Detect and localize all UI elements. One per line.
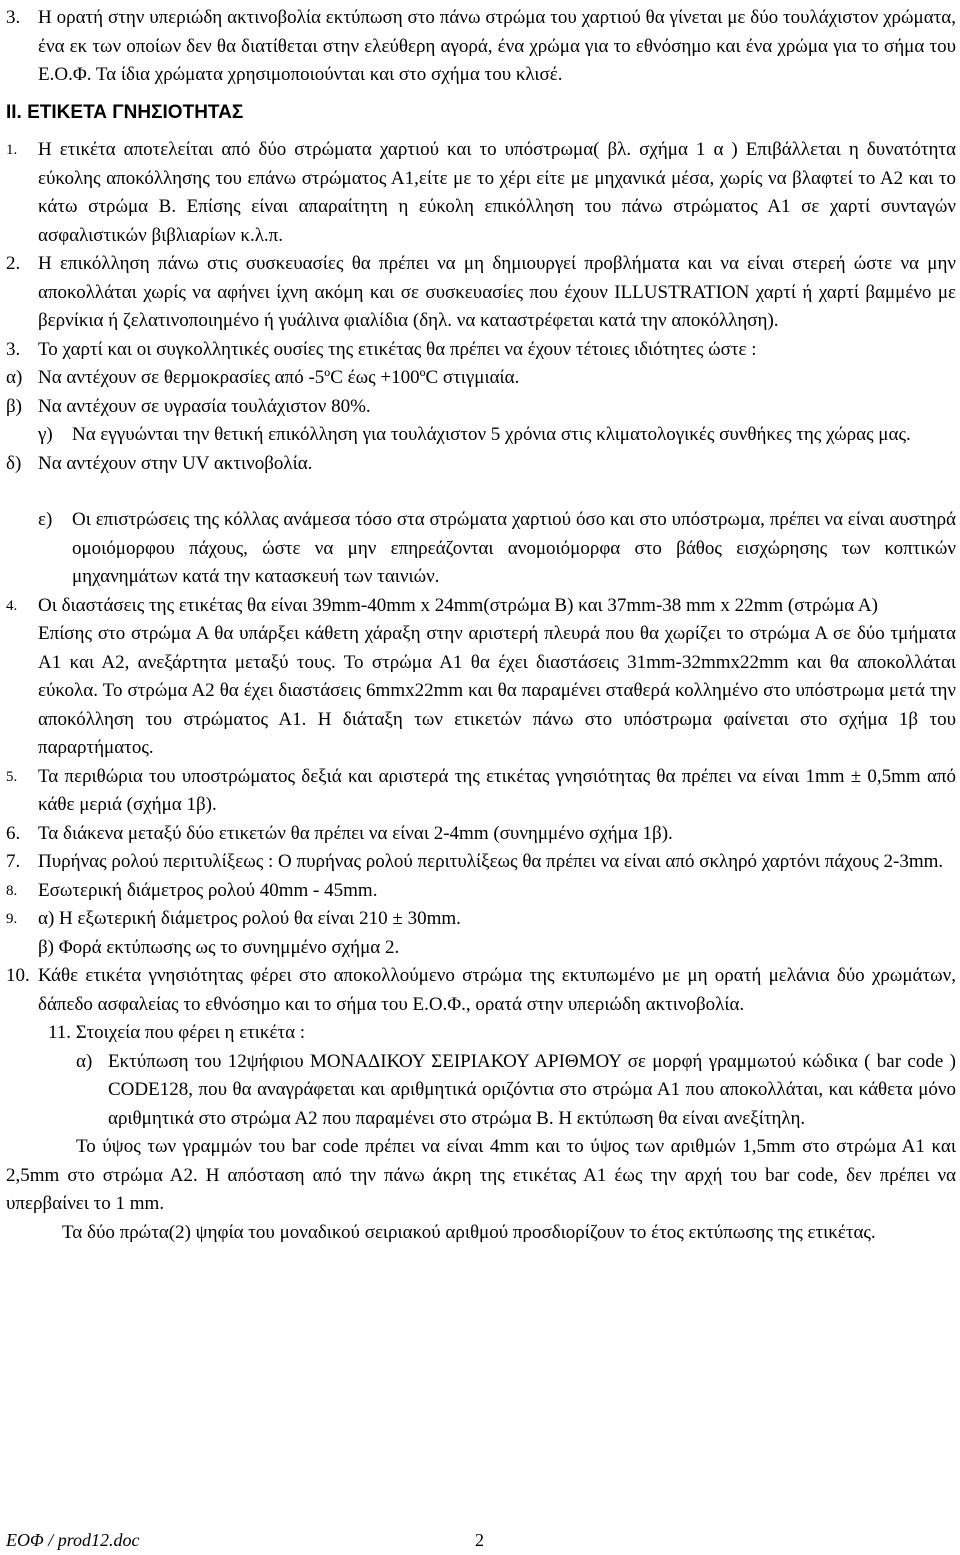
sub-tag: γ) bbox=[38, 424, 53, 445]
sub-text: Οι επιστρώσεις της κόλλας ανάμεσα τόσο στα στρώματα χαρτιού όσο και στο υπόστρωμα, πρέπει να είναι αυστηρά ομοιόμορφου πάχους, ώστε να μην επηρεάζονται ανομοιόμορφα στο βάθος εισχώρησης των κοπτικών μηχανημάτων κατά την κατασκευή των ταινιών. bbox=[72, 509, 956, 587]
item-3-d bbox=[6, 450, 956, 479]
item-8 bbox=[6, 877, 956, 906]
item-number: 8. bbox=[6, 882, 18, 899]
item-4 bbox=[6, 592, 956, 763]
sub-text: Να αντέχουν σε υγρασία τουλάχιστον 80%. bbox=[38, 395, 371, 417]
item-text: Η ετικέτα αποτελείται από δύο στρώματα χαρτιού και το υπόστρωμα( βλ. σχήμα 1 α ) Επιβάλλεται η δυνατότητα εύκολης αποκόλλησης του επάνω στρώματος Α1,είτε με το χέρι είτε με μηχανικά μέσα, χωρίς να βλαφτεί το Α2 και το κάτω στρώμα Β. Επίσης είναι απαραίτητη η εύκολη επικόλληση του πάνω στρώματος Α1 σε χαρτί συνταγών ασφαλιστικών βιβλιαρίων κ.λ.π. bbox=[38, 139, 956, 246]
page-number: 2 bbox=[475, 1530, 484, 1550]
item-text: Τα περιθώρια του υποστρώματος δεξιά και αριστερά της ετικέτας γνησιότητας θα πρέπει να είναι 1mm ± 0,5mm από κάθε μεριά (σχήμα 1β). bbox=[38, 765, 956, 815]
spacer bbox=[6, 478, 956, 506]
sub-tag: α) bbox=[76, 1050, 93, 1072]
item-3-intro bbox=[6, 4, 956, 90]
sub-tag: β) bbox=[6, 395, 22, 417]
item-text: α) Η εξωτερική διάμετρος ρολού θα είναι 210 ± 30mm. bbox=[38, 908, 461, 929]
sub-text: Να αντέχουν σε θερμοκρασίες από -5ºC έως +100ºC στιγμιαία. bbox=[38, 367, 520, 388]
item-11-a bbox=[6, 1048, 956, 1134]
item-number: 3. bbox=[6, 338, 21, 360]
item-3-e bbox=[6, 506, 956, 592]
item-5 bbox=[6, 763, 956, 820]
item-3 bbox=[6, 336, 956, 365]
item-3-c bbox=[6, 421, 956, 450]
item-text: Τα διάκενα μεταξύ δύο ετικετών θα πρέπει να είναι 2-4mm (συνημμένο σχήμα 1β). bbox=[38, 822, 673, 844]
item-number: 4. bbox=[6, 597, 18, 614]
item-text: Οι διαστάσεις της ετικέτας θα είναι 39mm-40mm x 24mm(στρώμα Β) και 37mm-38 mm x 22mm (στρώμα Α) bbox=[38, 594, 878, 616]
item-text: Εσωτερική διάμετρος ρολού 40mm - 45mm. bbox=[38, 879, 378, 901]
item-text-continued: β) Φορά εκτύπωσης ως το συνημμένο σχήμα 2. bbox=[38, 936, 400, 958]
item-text-continued: Επίσης στο στρώμα Α θα υπάρξει κάθετη χάραξη στην αριστερή πλευρά που θα χωρίζει το στρώμα Α σε δύο τμήματα Α1 και Α2, ανεξάρτητα μεταξύ τους. Το στρώμα Α1 θα έχει διαστάσεις 31mm-32mmx22mm και θα αποκολλάται εύκολα. Το στρώμα Α2 θα έχει διαστάσεις 6mmx22mm και θα παραμένει σταθερά κολλημένο στο υπόστρωμα μετά την αποκόλληση του στρώματος Α1. Η διάταξη των ετικετών πάνω στο υπόστρωμα φαίνεται στο σχήμα 1β του παραρτήματος. bbox=[38, 623, 956, 758]
item-text: Κάθε ετικέτα γνησιότητας φέρει στο αποκολλούμενο στρώμα της εκτυπωμένο με μη ορατή μελάνια δύο χρωμάτων, δάπεδο ασφαλείας το εθνόσημο και το σήμα του Ε.Ο.Φ., ορατά στην υπεριώδη ακτινοβολία. bbox=[38, 965, 956, 1015]
item-text: Η επικόλληση πάνω στις συσκευασίες θα πρέπει να μη δημιουργεί προβλήματα και να είναι στερεή ώστε να μην αποκολλάται χωρίς να αφήνει ίχνη ακόμη και σε συσκευασίες που έχουν ILLUSTRATION χαρτί ή χαρτί βαμμένο με βερνίκια ή ζελατινοποιημένο ή γυάλινα φιαλίδια (δηλ. να καταστρέφεται κατά την αποκόλληση). bbox=[38, 253, 956, 331]
item-number: 1. bbox=[6, 142, 18, 158]
sub-text: Εκτύπωση του 12ψήφιου ΜΟΝΑΔΙΚΟΥ ΣΕΙΡΙΑΚΟΥ ΑΡΙΘΜΟΥ σε μορφή γραμμωτού κώδικα ( bar code ) CODE128, που θα αναγράφεται και αριθμητικά οριζόντια στο στρώμα Α1 που αποκολλάται, και κάθετα μόνο αριθμητικά στο στρώμα Α2 που παραμένει στο στρώμα Β. Η εκτύπωση θα είναι ανεξίτηλη. bbox=[108, 1050, 956, 1129]
item-text: Η ορατή στην υπεριώδη ακτινοβολία εκτύπωση στο πάνω στρώμα του χαρτιού θα γίνεται με δύο τουλάχιστον χρώματα, ένα εκ των οποίων δεν θα διατίθεται στην ελεύθερη αγορά, ένα χρώμα για το εθνόσημο και ένα χρώμα για το σήμα του Ε.Ο.Φ. Τα ίδια χρώματα χρησιμοποιούνται και στο σχήμα του κλισέ. bbox=[38, 7, 956, 85]
section-heading: II. ΕΤΙΚΕΤΑ ΓΝΗΣΙΟΤΗΤΑΣ bbox=[6, 101, 244, 123]
item-11: 11. Στοιχεία που φέρει η ετικέτα : bbox=[48, 1022, 306, 1043]
item-6 bbox=[6, 820, 956, 849]
item-number: 2. bbox=[6, 253, 21, 274]
item-7 bbox=[6, 848, 956, 877]
sub-text: Να αντέχουν στην UV ακτινοβολία. bbox=[38, 452, 313, 474]
serial-paragraph: Τα δύο πρώτα(2) ψηφία του μοναδικού σειριακού αριθμού προσδιορίζουν το έτος εκτύπωσης της ετικέτας. bbox=[62, 1221, 876, 1243]
sub-tag: δ) bbox=[6, 452, 22, 474]
item-number: 7. bbox=[6, 851, 21, 872]
item-3-a bbox=[6, 364, 956, 393]
item-number: 10. bbox=[6, 965, 30, 986]
item-text: Πυρήνας ρολού περιτυλίξεως : Ο πυρήνας ρολού περιτυλίξεως θα πρέπει να είναι από σκληρό χαρτόνι πάχους 2-3mm. bbox=[38, 851, 944, 872]
item-number: 3. bbox=[6, 7, 21, 28]
item-2 bbox=[6, 250, 956, 336]
document-page bbox=[6, 4, 956, 1247]
item-number: 9. bbox=[6, 911, 18, 927]
sub-text: Να εγγυώνται την θετική επικόλληση για τουλάχιστον 5 χρόνια στις κλιματολογικές συνθήκες της χώρας μας. bbox=[72, 424, 911, 445]
item-3-b bbox=[6, 393, 956, 422]
barcode-paragraph: Το ύψος των γραμμών του bar code πρέπει να είναι 4mm και το ύψος των αριθμών 1,5mm στο στρώμα Α1 και 2,5mm στο στρώμα Α2. Η απόσταση από την πάνω άκρη της ετικέτας Α1 έως την αρχή του bar code, δεν πρέπει να υπερβαίνει το 1 mm. bbox=[6, 1136, 956, 1214]
item-number: 5. bbox=[6, 768, 18, 785]
footer-filename: ΕΟΦ / prod12.doc bbox=[6, 1530, 140, 1550]
sub-tag: ε) bbox=[38, 509, 53, 530]
item-text: Το χαρτί και οι συγκολλητικές ουσίες της ετικέτας θα πρέπει να έχουν τέτοιες ιδιότητες ώστε : bbox=[38, 338, 757, 360]
item-1 bbox=[6, 136, 956, 250]
item-number: 6. bbox=[6, 822, 21, 844]
item-9 bbox=[6, 905, 956, 962]
item-10 bbox=[6, 962, 956, 1019]
sub-tag: α) bbox=[6, 367, 23, 388]
